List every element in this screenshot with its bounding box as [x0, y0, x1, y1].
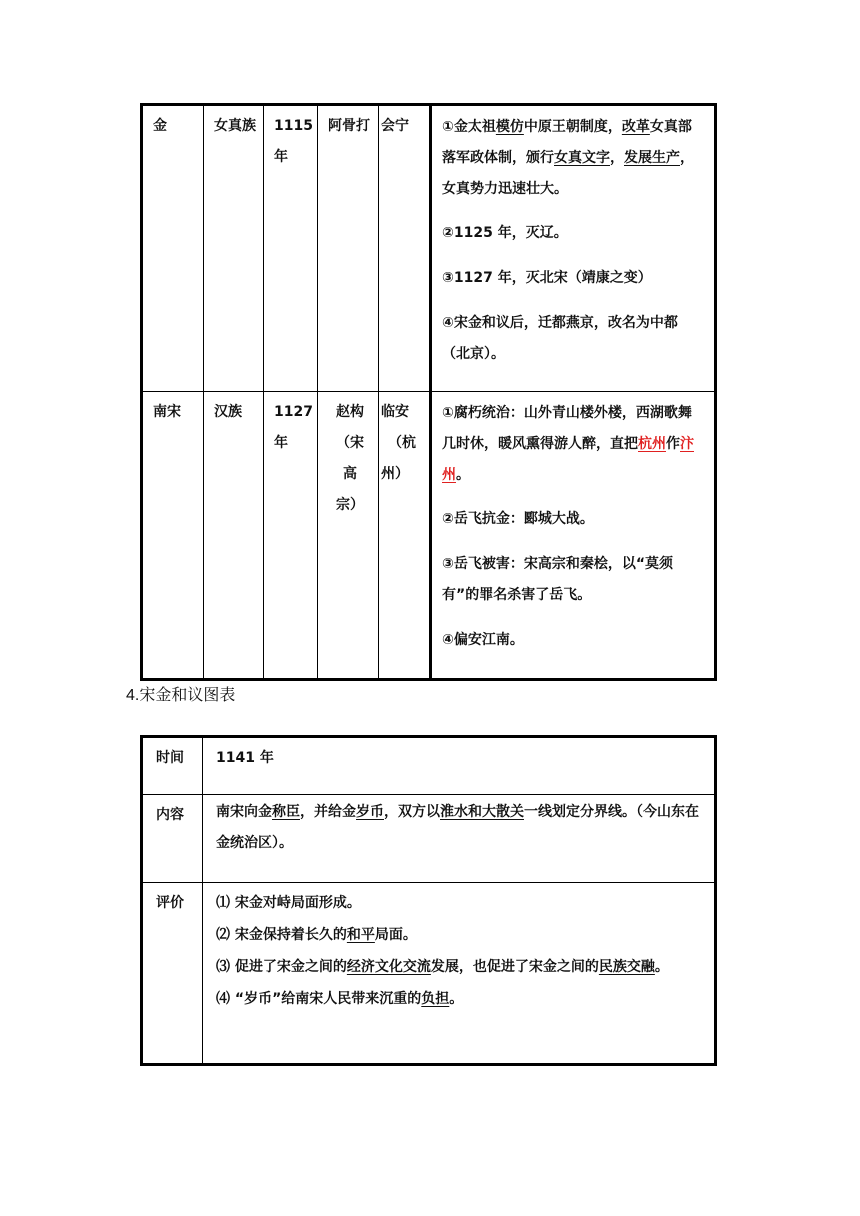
ethnicity: 汉族	[204, 392, 264, 680]
evaluation-item: ⑴ 宋金对峙局面形成。	[216, 895, 361, 911]
founder-line: 赵构	[336, 404, 364, 420]
table-row	[142, 795, 716, 883]
capital: 会宁	[379, 105, 431, 392]
peace-treaty-table	[140, 735, 717, 1066]
time-value: 1141 年	[203, 737, 716, 795]
capital-line: 临安	[381, 404, 409, 420]
evaluation-item: ⑷ “岁币”给南宋人民带来沉重的负担。	[216, 991, 464, 1007]
table-row	[142, 883, 716, 1065]
founder-line: 宗）	[336, 497, 364, 513]
event-item: ①腐朽统治：山外青山楼外楼，西湖歌舞几时休，暖风熏得游人醉，直把杭州作汴州。	[442, 405, 694, 483]
dynasty-table	[140, 103, 717, 681]
table-row	[142, 392, 716, 680]
section-caption: 4.宋金和议图表	[126, 687, 236, 704]
table-row	[142, 105, 716, 392]
time-label: 时间	[142, 737, 203, 795]
capital-line: （杭	[388, 435, 416, 451]
event-item: ②1125 年，灭辽。	[442, 225, 568, 241]
capital	[379, 392, 431, 680]
evaluation-item: ⑶ 促进了宋金之间的经济文化交流发展，也促进了宋金之间的民族交融。	[216, 959, 669, 975]
event-item: ③岳飞被害：宋高宗和秦桧，以“莫须有”的罪名杀害了岳飞。	[442, 556, 674, 603]
evaluation-item: ⑵ 宋金保持着长久的和平局面。	[216, 927, 417, 943]
founder-line: 高	[343, 466, 357, 482]
event-item: ①金太祖模仿中原王朝制度，改革女真部落军政体制，颁行女真文字，发展生产，女真势力迅速壮大。	[442, 119, 694, 197]
table-row	[142, 737, 716, 795]
founder-line: （宋	[336, 435, 364, 451]
event-item: ③1127 年，灭北宋（靖康之变）	[442, 270, 652, 286]
evaluation-value	[203, 883, 716, 1065]
evaluation-label: 评价	[142, 883, 203, 1065]
founder: 阿骨打	[318, 105, 379, 392]
content-label: 内容	[142, 795, 203, 883]
founding-year: 1127年	[264, 392, 318, 680]
content-value	[203, 795, 716, 883]
event-item: ②岳飞抗金：郾城大战。	[442, 511, 594, 527]
ethnicity: 女真族	[204, 105, 264, 392]
dynasty-name: 南宋	[142, 392, 204, 680]
content-text: 南宋向金称臣，并给金岁币，双方以淮水和大散关一线划定分界线。（今山东在金统治区）。	[216, 804, 699, 851]
events-cell	[431, 105, 716, 392]
event-item: ④宋金和议后，迁都燕京，改名为中都（北京）。	[442, 315, 678, 362]
event-item: ④偏安江南。	[442, 632, 524, 648]
capital-line: 州）	[381, 466, 409, 482]
events-cell	[431, 392, 716, 680]
founder	[318, 392, 379, 680]
dynasty-name: 金	[142, 105, 204, 392]
founding-year: 1115年	[264, 105, 318, 392]
